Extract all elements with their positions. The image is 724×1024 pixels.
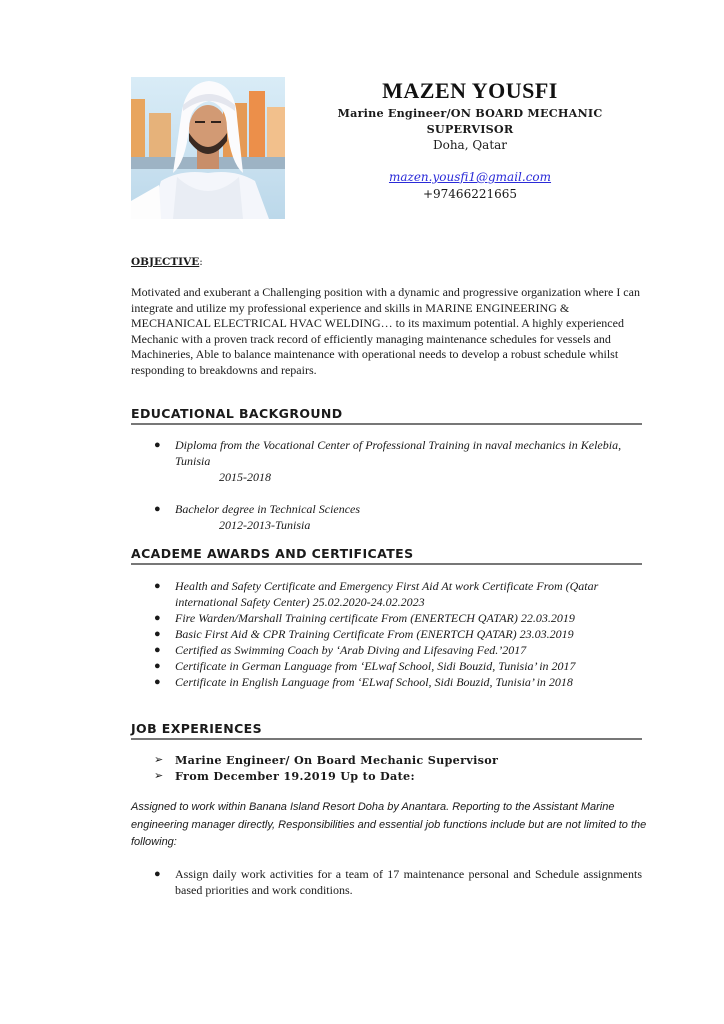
bullet-icon: ● — [154, 868, 161, 880]
bullet-icon: ● — [154, 660, 161, 672]
education-detail: 2015-2018 — [219, 470, 271, 484]
candidate-name: MAZEN YOUSFI — [382, 78, 558, 103]
job-title: Marine Engineer/ On Board Mechanic Supervisor — [175, 753, 499, 767]
candidate-role-line1: Marine Engineer/ON BOARD MECHANIC — [337, 106, 603, 120]
list-item — [131, 866, 642, 898]
objective-heading-label: OBJECTIVE — [131, 256, 200, 268]
award-text: Certificate in English Language from ‘ELwaf School, Sidi Bouzid, Tunisia’ in 2018 — [175, 675, 573, 689]
awards-heading: ACADEME AWARDS AND CERTIFICATES — [131, 546, 642, 565]
list-item — [131, 501, 642, 533]
education-title: Bachelor degree in Technical Sciences — [175, 502, 361, 516]
award-text: Basic First Aid & CPR Training Certificate From (ENERTCH QATAR) 23.03.2019 — [175, 627, 574, 641]
list-item — [131, 752, 498, 768]
arrow-bullet-icon: ➢ — [154, 753, 164, 766]
list-item — [131, 674, 642, 690]
education-list — [131, 437, 642, 533]
award-text: Health and Safety Certificate and Emergency First Aid At work Certificate From (Qatar international Safety Center) 25.02.2020-24.02.2023 — [175, 579, 599, 609]
list-item — [131, 626, 642, 642]
job-period: From December 19.2019 Up to Date: — [175, 769, 415, 783]
bullet-icon: ● — [154, 628, 161, 640]
email-link[interactable]: mazen.yousfi1@gmail.com — [388, 170, 552, 184]
bullet-icon: ● — [154, 676, 161, 688]
education-heading: EDUCATIONAL BACKGROUND — [131, 406, 642, 425]
awards-list — [131, 578, 642, 690]
bullet-icon: ● — [154, 644, 161, 656]
list-item — [131, 658, 642, 674]
candidate-role-line2: SUPERVISOR — [426, 122, 514, 136]
arrow-bullet-icon: ➢ — [154, 769, 164, 782]
bullet-icon: ● — [154, 580, 161, 592]
list-item — [131, 578, 642, 610]
candidate-location: Doha, Qatar — [432, 138, 508, 152]
bullet-icon: ● — [154, 439, 161, 451]
objective-heading-colon: : — [199, 256, 203, 268]
job-description: Assigned to work within Banana Island Resort Doha by Anantara. Reporting to the Assistant Marine engineering manager directly, Responsibilities and essential job functions include but are not limited to the following: — [131, 801, 647, 848]
job-duties-list — [131, 866, 642, 898]
profile-photo-image — [131, 77, 285, 219]
education-detail: 2012-2013-Tunisia — [219, 518, 311, 532]
bullet-icon: ● — [154, 612, 161, 624]
candidate-role — [320, 105, 620, 137]
education-title: Diploma from the Vocational Center of Professional Training in naval mechanics in Kelebia, Tunisia — [175, 438, 622, 468]
award-text: Certified as Swimming Coach by ‘Arab Diving and Lifesaving Fed.’2017 — [175, 643, 527, 657]
list-item — [131, 610, 642, 626]
contact-header — [320, 78, 620, 202]
jobs-heading: JOB EXPERIENCES — [131, 721, 642, 740]
profile-photo — [131, 77, 285, 219]
duty-text: Assign daily work activities for a team of 17 maintenance personal and Schedule assignments based priorities and work conditions. — [175, 867, 642, 897]
list-item — [131, 768, 498, 784]
phone-number: +97466221665 — [422, 187, 518, 201]
bullet-icon: ● — [154, 503, 161, 515]
list-item — [131, 437, 642, 485]
award-text: Certificate in German Language from ‘ELwaf School, Sidi Bouzid, Tunisia’ in 2017 — [175, 659, 576, 673]
objective-heading — [131, 256, 203, 268]
objective-text: Motivated and exuberant a Challenging position with a dynamic and progressive organization where I can integrate and utilize my professional experience and skills in MARINE ENGINEERING & MECHANICAL ELECTRICAL HVAC WELDING… to its maximum potential. A highly experienced Mechanic with a proven track record of efficiently managing maintenance schedules for vessels and Machineries, Able to balance maintenance with operational needs to develop a robust schedule whilst responding to breakdowns and repairs. — [131, 285, 640, 377]
job-summary-list — [131, 752, 498, 784]
list-item — [131, 642, 642, 658]
award-text: Fire Warden/Marshall Training certificate From (ENERTECH QATAR) 22.03.2019 — [175, 611, 575, 625]
